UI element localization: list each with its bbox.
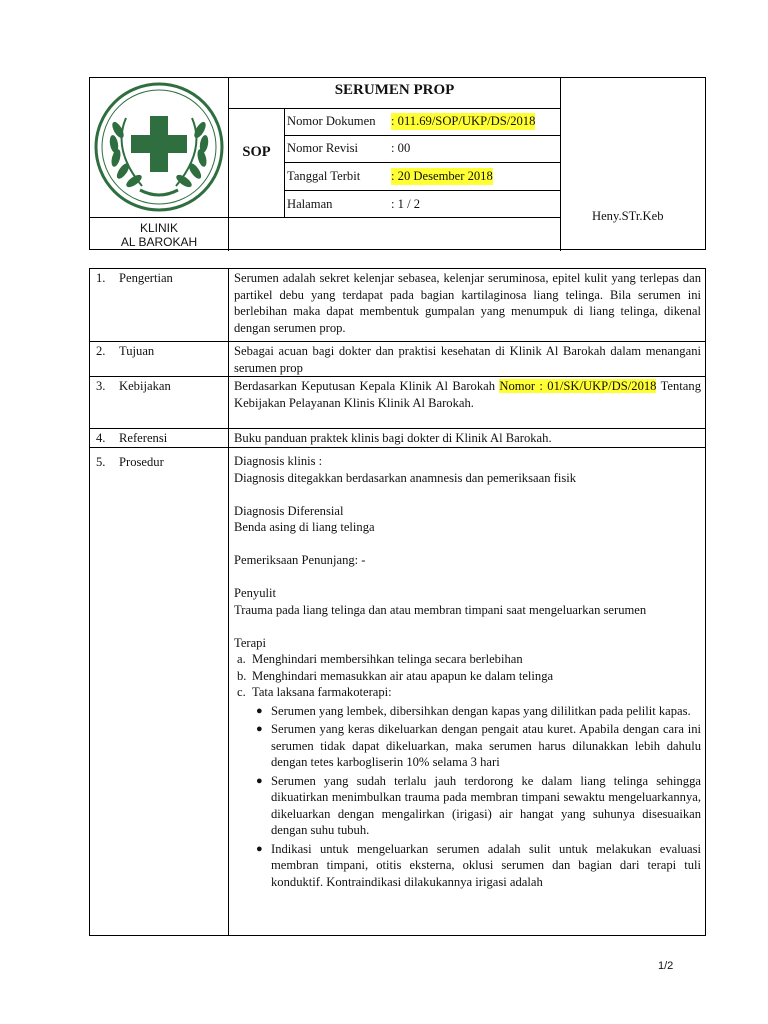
bullet-icon: ● (256, 704, 263, 717)
row-label: Tujuan (119, 344, 155, 358)
procedure-table (89, 268, 706, 936)
meta-label: Nomor Dokumen (287, 114, 376, 128)
meta-value: : 011.69/SOP/UKP/DS/2018 (391, 114, 536, 128)
row-number: 2. (96, 344, 106, 358)
meta-value: : 20 Desember 2018 (391, 169, 493, 183)
meta-row-nomor-revisi (285, 136, 561, 163)
clinic-line1: KLINIK (139, 221, 178, 235)
diagnosis-title: Diagnosis klinis : (234, 454, 323, 468)
meta-row-halaman (285, 191, 561, 218)
row-number: 3. (96, 379, 106, 393)
bullet-item (234, 703, 701, 720)
row-body: Sebagai acuan bagi dokter dan praktisi kesehatan di Klinik Al Barokah dalam menangani serumen prop (234, 344, 701, 375)
clinic-line2: AL BAROKAH (120, 235, 198, 249)
penunjang-text: Pemeriksaan Penunjang: - (234, 553, 366, 567)
meta-label: Tanggal Terbit (287, 169, 361, 183)
row-referensi (90, 429, 705, 448)
meta-value: : 1 / 2 (391, 197, 421, 211)
row-number: 5. (96, 455, 106, 469)
bullet-text: Serumen yang lembek, dibersihkan dengan kapas yang dililitkan pada pelilit kapas. (271, 703, 691, 718)
meta-row-nomor-dokumen (285, 109, 561, 136)
meta-label: Nomor Revisi (287, 141, 359, 155)
row-kebijakan (90, 377, 705, 429)
bullet-text: Serumen yang sudah terlalu jauh terdorong ke dalam liang telinga sehingga dikuatirkan menimbulkan trauma pada membran timpani sewaktu mengeluarkannya, dikeluarkan dengan mengalirkan (irigasi) air hangat yang suhunya disesuaikan dengan suhu tubuh. (271, 773, 701, 837)
clinic-logo (90, 78, 229, 218)
list-marker: a. (237, 652, 246, 666)
sop-label: SOP (229, 109, 285, 218)
terapi-item-text: Menghindari membersihkan telinga secara berlebihan (252, 652, 523, 666)
penyulit-title: Penyulit (234, 586, 276, 600)
diferensial-title: Diagnosis Diferensial (234, 503, 344, 518)
kebijakan-nomor: Nomor : 01/SK/UKP/DS/2018 (499, 379, 657, 393)
row-number: 4. (96, 431, 106, 445)
row-label: Pengertian (119, 271, 173, 285)
row-number: 1. (96, 271, 106, 285)
bullet-item (234, 721, 701, 771)
bullet-item (234, 841, 701, 891)
list-marker: b. (237, 668, 247, 683)
bullet-icon: ● (256, 842, 263, 855)
terapi-item (234, 684, 701, 701)
terapi-item (234, 668, 701, 685)
meta-label: Halaman (287, 197, 333, 211)
bullet-icon: ● (256, 723, 263, 735)
terapi-item-text: Menghindari memasukkan air atau apapun ke dalam telinga (252, 668, 554, 683)
terapi-item-text: Tata laksana farmakoterapi: (252, 685, 392, 699)
kebijakan-text-end: Tentang Kebijakan Pelayanan Klinis Klinik Al Barokah. (234, 379, 701, 410)
logo-cell (90, 78, 229, 218)
empty-cell (229, 218, 561, 251)
row-label: Referensi (119, 431, 168, 445)
bullet-item (234, 773, 701, 839)
meta-row-tanggal-terbit (285, 163, 561, 191)
clinic-name (90, 218, 229, 251)
bullet-icon: ● (256, 774, 263, 787)
row-prosedur (90, 448, 705, 936)
terapi-item (234, 651, 701, 668)
bullet-text: Serumen yang keras dikeluarkan dengan pengait atau kuret. Apabila dengan cara ini serumen tidak dapat dikeluarkan, maka serumen harus dilunakkan lebih dahulu dengan tetes karbogliserin 10% selama 3 hari (271, 722, 701, 769)
document-title: SERUMEN PROP (229, 78, 561, 109)
document-header (89, 77, 706, 250)
diferensial-text: Benda asing di liang telinga (234, 520, 375, 534)
row-body: Buku panduan praktek klinis bagi dokter di Klinik Al Barokah. (234, 431, 552, 445)
row-tujuan (90, 342, 705, 377)
row-body (231, 377, 704, 411)
penyulit-text: Trauma pada liang telinga dan atau membran timpani saat mengeluarkan serumen (234, 602, 647, 617)
document-meta (285, 109, 561, 218)
kebijakan-text: Berdasarkan Keputusan Kepala Klinik Al Barokah (234, 379, 500, 393)
meta-value: : 00 (391, 141, 411, 155)
page-number: 1/2 (658, 960, 674, 972)
row-pengertian (90, 269, 705, 342)
terapi-title: Terapi (234, 635, 266, 650)
row-label: Prosedur (119, 455, 164, 469)
list-marker: c. (237, 685, 246, 699)
bullet-text: Indikasi untuk mengeluarkan serumen adalah sulit untuk melakukan evaluasi membran timpani, otitis eksterna, oklusi serumen dan bagian dari terapi tuli konduktif. Kontraindikasi dilakukannya irigasi adalah (271, 841, 701, 889)
signatory: Heny.STr.Keb (592, 209, 664, 223)
row-label: Kebijakan (119, 379, 171, 393)
row-body (231, 448, 704, 890)
row-body: Serumen adalah sekret kelenjar sebasea, kelenjar seruminosa, epitel kulit yang terlepas dan partikel debu yang terdapat pada bagian kartilaginosa liang telinga. Bila serumen ini berlebihan maka dapat membentuk gumpalan yang menumpuk di liang telinga, dikenal dengan serumen prop. (234, 271, 701, 335)
diagnosis-text: Diagnosis ditegakkan berdasarkan anamnesis dan pemeriksaan fisik (234, 470, 577, 485)
